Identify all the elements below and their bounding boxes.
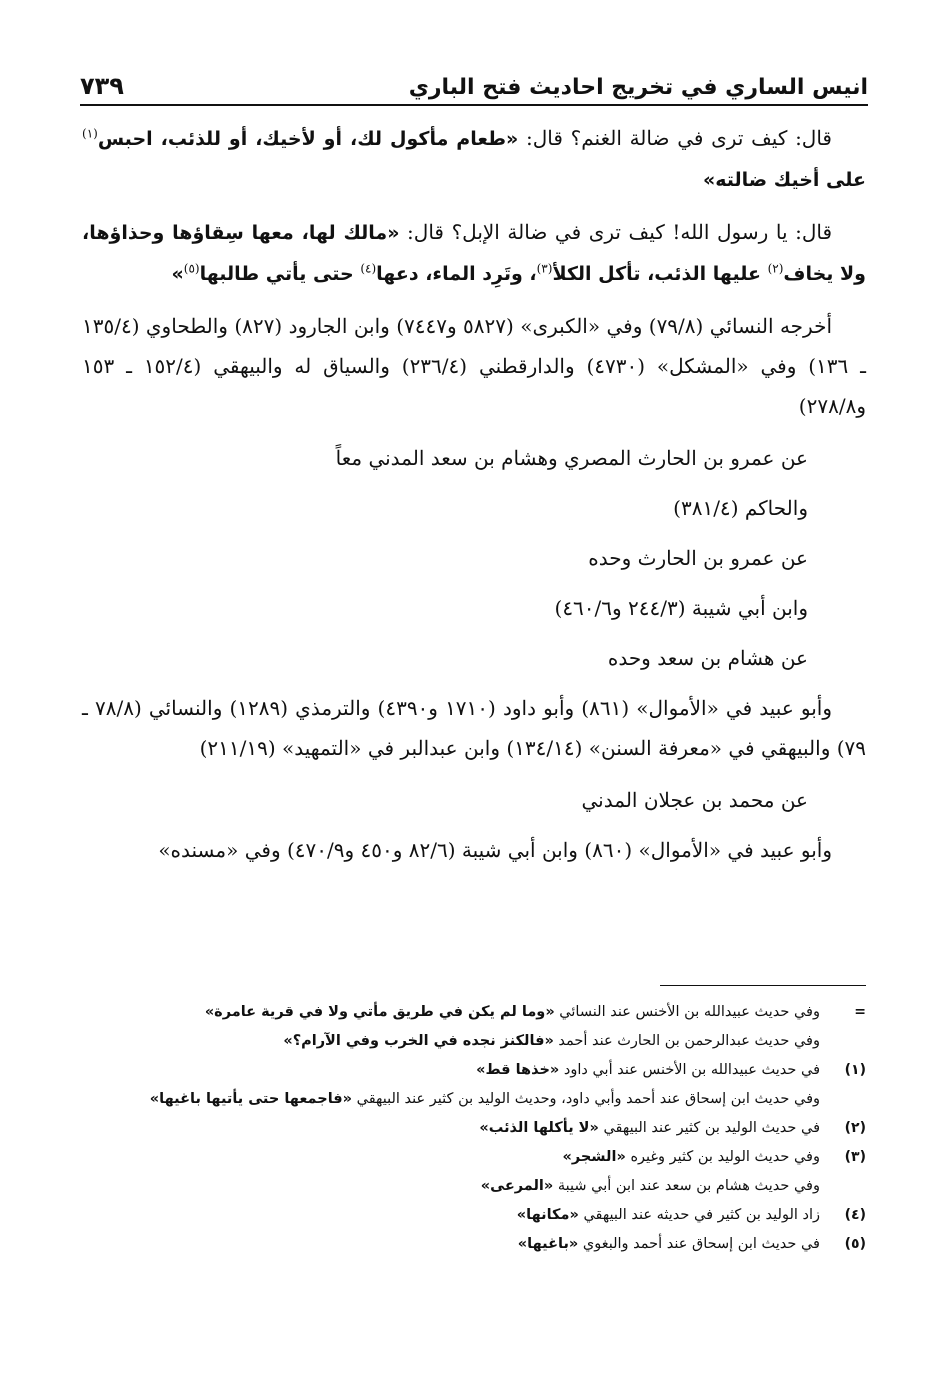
footnote-marker: (٣) <box>844 1149 866 1165</box>
footnote-quote: «الشجر» <box>562 1149 626 1165</box>
book-title: انيس الساري في تخريج احاديث فتح الباري <box>408 75 868 100</box>
source-line-1: والحاكم (٣٨١/٤) <box>673 496 808 520</box>
footnote-quote: «فاجمعها حتى يأتيها باغيها» <box>149 1091 353 1107</box>
footnote-marker: (٤) <box>844 1207 866 1223</box>
narrator-line-3: عن هشام بن سعد وحده <box>607 646 808 670</box>
footnote-body: في حديث عبيدالله بن الأخنس عند أبي داود <box>559 1062 820 1078</box>
hadith-quote: على أخيك ضالته» <box>702 169 866 191</box>
footnotes <box>82 998 866 1259</box>
footnote-quote: «لا يأكلها الذئب» <box>479 1120 599 1136</box>
hadith-quote: حتى يأتي طالبها <box>199 263 361 285</box>
footnote-text <box>82 1143 820 1172</box>
footnote-item <box>82 1027 866 1056</box>
footnote-body: وفي حديث الوليد بن كثير وغيره <box>625 1149 820 1165</box>
footnote-body: زاد الوليد بن كثير في حديثه عند البيهقي <box>578 1207 820 1223</box>
footnote-text <box>82 1027 820 1056</box>
footnote-item <box>82 1201 866 1230</box>
footnote-quote: «المرعى» <box>480 1178 554 1194</box>
footnote-marker <box>820 1085 866 1114</box>
footnote-text <box>82 1056 820 1085</box>
footnote-body: وفي حديث عبيدالله بن الأخنس عند النسائي <box>554 1004 820 1020</box>
footnote-marker <box>820 1027 866 1056</box>
paragraph-intro: قال: يا رسول الله! كيف ترى في ضالة الإبل؟ قال: <box>399 220 833 244</box>
footnote-item <box>82 1085 866 1114</box>
footnote-text <box>82 1201 820 1230</box>
hadith-quote: عليها الذئب، تأكل الكلأ <box>552 263 768 285</box>
hadith-quote: ، وتَرِد الماء، دعها <box>376 263 537 285</box>
footnote-ref-4[interactable]: (٤) <box>360 261 377 276</box>
footnote-item <box>82 1056 866 1085</box>
footnote-item <box>82 1230 866 1259</box>
footnote-marker: (١) <box>844 1062 866 1078</box>
running-header <box>80 66 868 106</box>
footnote-text <box>82 1114 820 1143</box>
paragraph-intro: قال: كيف ترى في ضالة الغنم؟ قال: <box>518 126 832 150</box>
footnote-quote: «وما لم يكن في طريق مأتي ولا في قرية عامرة» <box>204 1004 555 1020</box>
footnote-body: في حديث الوليد بن كثير عند البيهقي <box>598 1120 820 1136</box>
narrator-line-2: عن عمرو بن الحارث وحده <box>588 546 808 570</box>
footnote-ref-5[interactable]: (٥) <box>183 261 200 276</box>
main-text <box>82 118 866 878</box>
footnote-separator <box>660 985 866 986</box>
footnote-text <box>82 1172 820 1201</box>
footnote-ref-2[interactable]: (٢) <box>767 261 784 276</box>
paragraph-takhrij-3: وأبو عبيد في «الأموال» (٨٦٠) وابن أبي شيبة (٨٢/٦ و٤٥٠ و٤٧٠/٩) وفي «مسنده» <box>158 838 832 862</box>
hadith-quote: «مالك لها، معها سِقاؤها وحذاؤها، ولا يخاف <box>82 222 866 285</box>
hadith-quote: » <box>171 263 184 285</box>
footnote-body: وفي حديث ابن إسحاق عند أحمد وأبي داود، وحديث الوليد بن كثير عند البيهقي <box>352 1091 820 1107</box>
footnote-quote: «باغيها» <box>517 1236 579 1252</box>
footnote-marker: (٥) <box>844 1236 866 1252</box>
source-line-2: وابن أبي شيبة (٢٤٤/٣ و٤٦٠/٦) <box>554 596 808 620</box>
footnote-marker <box>820 1172 866 1201</box>
hadith-quote: «طعام مأكول لك، أو لأخيك، أو للذئب، احبس <box>97 128 519 150</box>
footnote-quote: «فالكنز نجده في الخرب وفي الآرام؟» <box>283 1033 554 1049</box>
page-number: ٧٣٩ <box>80 72 124 100</box>
paragraph-takhrij-2: وأبو عبيد في «الأموال» (٨٦١) وأبو داود (١٧١٠ و٤٣٩٠) والترمذي (١٢٨٩) والنسائي (٧٨/٨ ـ ٧٩) والبيهقي في «معرفة السنن» (١٣٤/١٤) وابن عبدالبر في «التمهيد» (٢١١/١٩) <box>82 696 866 760</box>
paragraph-takhrij-1: أخرجه النسائي (٧٩/٨) وفي «الكبرى» (٥٨٢٧ و٧٤٤٧) وابن الجارود (٨٢٧) والطحاوي (١٣٥/٤ ـ ١٣٦) وفي «المشكل» (٤٧٣٠) والدارقطني (٢٣٦/٤) والسياق له والبيهقي (١٥٢/٤ ـ ١٥٣ و٢٧٨/٨) <box>82 314 866 418</box>
footnote-marker: (٢) <box>844 1120 866 1136</box>
narrator-line-1: عن عمرو بن الحارث المصري وهشام بن سعد المدني معاً <box>335 446 808 470</box>
footnote-text <box>82 998 820 1027</box>
paragraph-camel <box>82 212 866 294</box>
paragraph-sheep <box>82 118 866 200</box>
footnote-ref-1[interactable]: (١) <box>82 126 98 141</box>
footnote-body: وفي حديث عبدالرحمن بن الحارث عند أحمد <box>553 1033 820 1049</box>
narrator-line-4: عن محمد بن عجلان المدني <box>581 788 808 812</box>
footnote-item <box>82 1114 866 1143</box>
footnote-text <box>82 1230 820 1259</box>
footnote-item <box>82 1172 866 1201</box>
footnote-quote: «مكانها» <box>516 1207 579 1223</box>
footnote-marker: = <box>854 1004 866 1020</box>
footnote-item <box>82 998 866 1027</box>
footnote-body: وفي حديث هشام بن سعد عند ابن أبي شيبة <box>553 1178 820 1194</box>
footnote-ref-3[interactable]: (٣) <box>536 261 553 276</box>
footnote-quote: «خذها قط» <box>476 1062 560 1078</box>
footnote-text <box>82 1085 820 1114</box>
footnote-body: في حديث ابن إسحاق عند أحمد والبغوي <box>578 1236 820 1252</box>
footnote-item <box>82 1143 866 1172</box>
